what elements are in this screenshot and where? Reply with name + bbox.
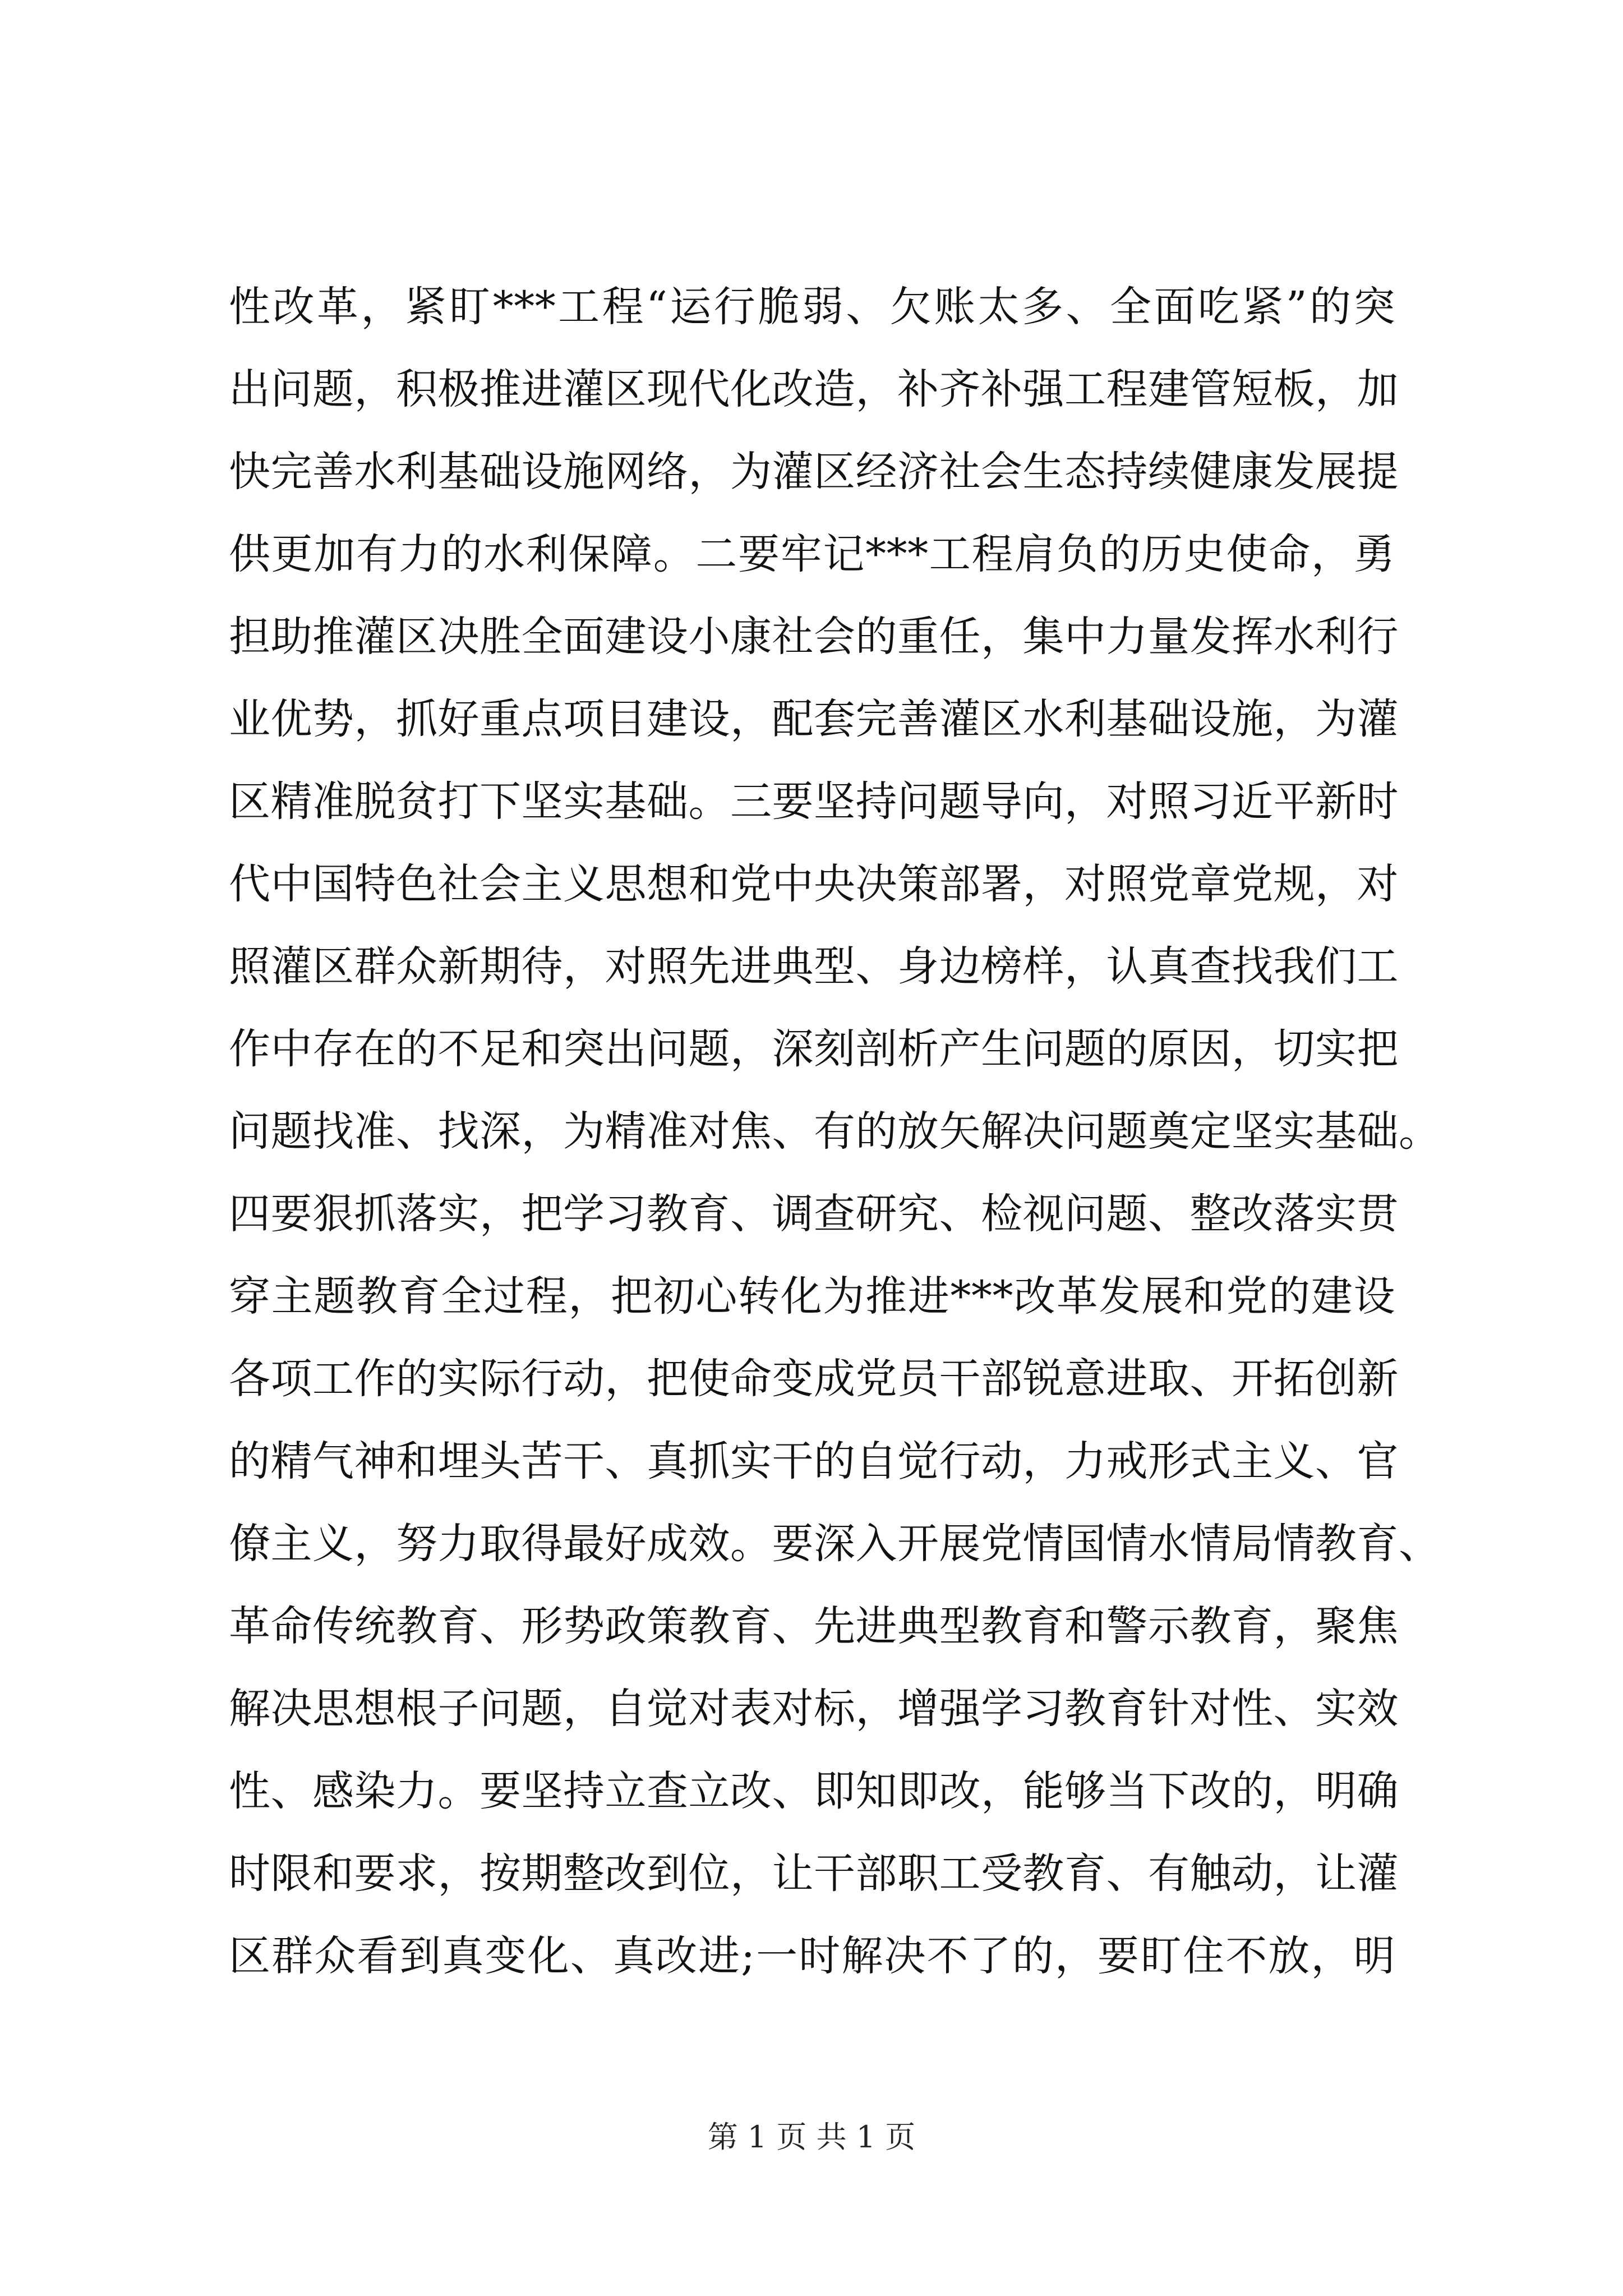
text-line: 革命传统教育、形势政策教育、先进典型教育和警示教育，聚焦	[229, 1602, 1399, 1650]
text-line: 区群众看到真变化、真改进;一时解决不了的，要盯住不放，明	[229, 1932, 1395, 1980]
text-line: 解决思想根子问题，自觉对表对标，增强学习教育针对性、实效	[229, 1685, 1399, 1733]
text-line: 供更加有力的水利保障。二要牢记***工程肩负的历史使命，勇	[229, 530, 1395, 578]
text-line: 问题找准、找深，为精准对焦、有的放矢解决问题奠定坚实基础。	[229, 1107, 1441, 1156]
body-text	[229, 266, 1441, 1998]
text-line: 担助推灌区决胜全面建设小康社会的重任，集中力量发挥水利行	[229, 613, 1399, 661]
text-line: 性改革，紧盯***工程“运行脆弱、欠账太多、全面吃紧”的突	[229, 283, 1395, 331]
text-line: 区精准脱贫打下坚实基础。三要坚持问题导向，对照习近平新时	[229, 777, 1399, 826]
text-line: 的精气神和埋头苦干、真抓实干的自觉行动，力戒形式主义、官	[229, 1437, 1399, 1485]
text-line: 各项工作的实际行动，把使命变成党员干部锐意进取、开拓创新	[229, 1355, 1399, 1403]
text-line: 作中存在的不足和突出问题，深刻剖析产生问题的原因，切实把	[229, 1025, 1399, 1073]
text-line: 业优势，抓好重点项目建设，配套完善灌区水利基础设施，为灌	[229, 695, 1399, 743]
text-line: 穿主题教育全过程，把初心转化为推进***改革发展和党的建设	[229, 1272, 1395, 1320]
text-line: 代中国特色社会主义思想和党中央决策部署，对照党章党规，对	[229, 860, 1399, 908]
text-line: 时限和要求，按期整改到位，让干部职工受教育、有触动，让灌	[229, 1849, 1399, 1898]
text-line: 快完善水利基础设施网络，为灌区经济社会生态持续健康发展提	[229, 448, 1399, 496]
page-number-footer: 第 1 页 共 1 页	[707, 2119, 916, 2155]
text-line: 照灌区群众新期待，对照先进典型、身边榜样，认真查找我们工	[229, 942, 1399, 991]
text-line: 僚主义，努力取得最好成效。要深入开展党情国情水情局情教育、	[229, 1520, 1441, 1568]
text-line: 出问题，积极推进灌区现代化改造，补齐补强工程建管短板，加	[229, 365, 1399, 413]
text-line: 性、感染力。要坚持立查立改、即知即改，能够当下改的，明确	[229, 1767, 1399, 1815]
text-line: 四要狠抓落实，把学习教育、调查研究、检视问题、整改落实贯	[229, 1190, 1399, 1238]
